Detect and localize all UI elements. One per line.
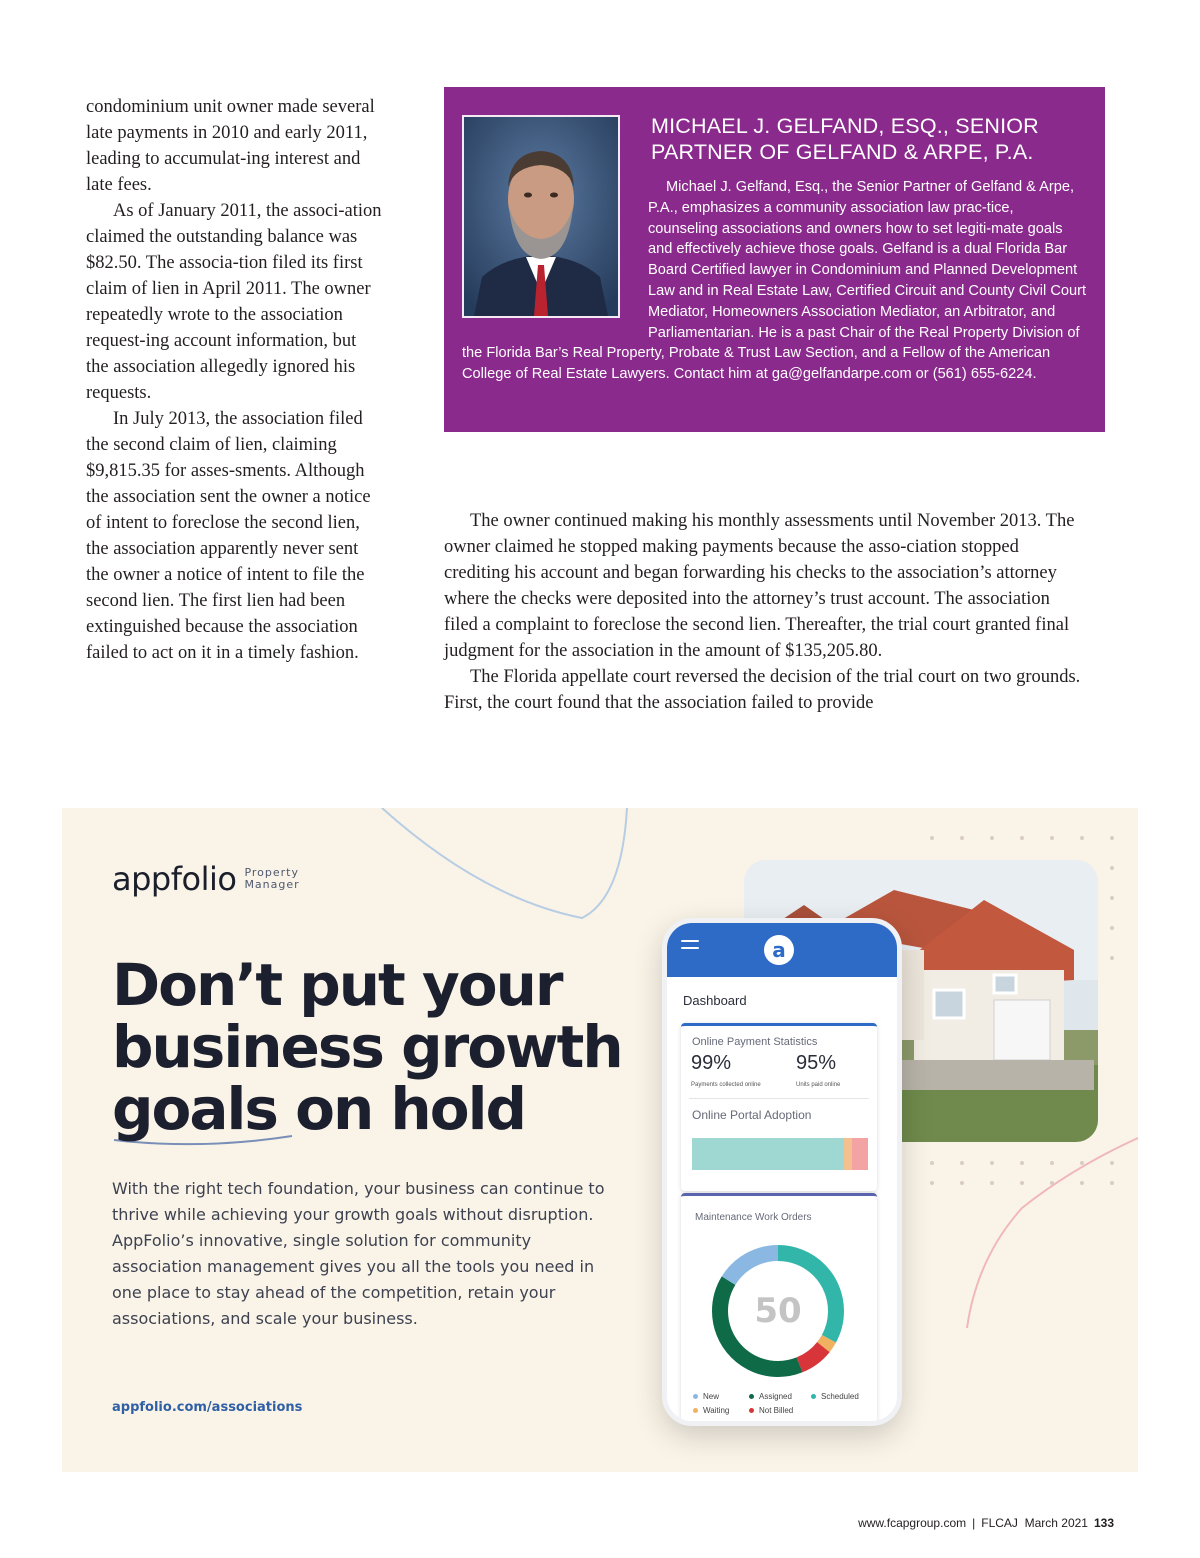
page-number: 133 [1093, 1516, 1114, 1530]
stat-units-caption: Units paid online [796, 1082, 841, 1088]
hamburger-menu-icon[interactable] [681, 940, 699, 952]
brand-subtitle-line: Manager [244, 878, 300, 891]
article-right-column [444, 508, 1084, 716]
author-name-line: PARTNER OF GELFAND & ARPE, P.A. [651, 140, 1034, 164]
article-paragraph: condominium unit owner made several late payments in 2010 and early 2011, leading to accumulat-ing interest and late fees. [86, 97, 375, 195]
legend-label: Scheduled [821, 1392, 859, 1401]
legend-item [749, 1392, 792, 1401]
ad-body-copy: With the right tech foundation, your business can continue to thrive while achieving your growth goals without disruption. AppFolio’s innovative, single solution for community association management gives you all the tools you need in one place to stay ahead of the competition, retain your associations, and scale your business. [112, 1179, 605, 1328]
stat-units-online: 95% [796, 1052, 837, 1074]
portal-adoption-bar [692, 1138, 868, 1170]
photo-spacer [462, 177, 648, 340]
app-header [667, 923, 897, 977]
headline-line: business growth [112, 1013, 622, 1081]
article-paragraph: The Florida appellate court reversed the decision of the trial court on two grounds. First, the court found that the association failed to provide [444, 667, 1081, 713]
article-paragraph: In July 2013, the association filed the second claim of lien, claiming $9,815.35 for asses-sments. Although the association sent the owner a notice of intent to foreclose the second lien, the association apparently never sent the owner a notice of intent to file the second lien. The first lien had been extinguished because the association failed to act on it in a timely fashion. [86, 409, 371, 663]
legend-label: New [703, 1392, 720, 1401]
stat-payments-caption: Payments collected online [691, 1082, 761, 1088]
adoption-bar-segment [852, 1138, 868, 1170]
work-orders-label: Maintenance Work Orders [695, 1212, 812, 1223]
payment-stats-card [681, 1023, 877, 1191]
author-bio-body: Michael J. Gelfand, Esq., the Senior Partner of Gelfand & Arpe, P.A., emphasizes a community association law prac-tice, counseling associations and owners how to set legiti-mate goals and effectively achieve those goals. Gelfand is a dual Florida Bar Board Certified lawyer in Condominium and Planned Development Law and in Real Estate Law, Certified Circuit and County Civil Court Mediator, Homeowners Association Mediator, an Arbitrator, and Parliamentarian. He is a past Chair of the Real Property Division of the Florida Bar’s Real Property, Probate & Trust Law Section, and a Fellow of the American College of Real Estate Lawyers. Contact him at ga@gelfandarpe.com or (561) 655-6224. [462, 179, 1087, 383]
brand-wordmark: appfolio [112, 860, 237, 898]
appfolio-app-icon: a [764, 935, 794, 965]
legend-item [811, 1392, 859, 1401]
dashboard-title: Dashboard [683, 993, 747, 1008]
work-orders-count: 50 [754, 1291, 802, 1331]
adoption-bar-segment [844, 1138, 852, 1170]
legend-item [693, 1406, 729, 1415]
brand-subtitle-line: Property [244, 866, 299, 879]
article-paragraph: As of January 2011, the associ-ation claimed the outstanding balance was $82.50. The associa-tion filed its first claim of lien in April 2011. The owner repeatedly wrote to the association request-ing account information, but the association allegedly ignored his requests. [86, 201, 382, 403]
author-bio-text [462, 177, 1087, 385]
headline-line: goals on hold [112, 1075, 525, 1143]
work-orders-card [681, 1193, 877, 1423]
ad-headline [112, 951, 632, 1143]
ad-url-link[interactable]: appfolio.com/associations [112, 1400, 303, 1415]
legend-item [693, 1392, 719, 1401]
article-paragraph: The owner continued making his monthly assessments until November 2013. The owner claimed he stopped making payments because the asso-ciation stopped crediting his account and began forwarding his checks to the association’s attorney where the checks were deposited into the attorney’s trust account. The association filed a complaint to foreclose the second lien. Thereafter, the trial court granted final judgment for the association in the amount of $135,205.80. [444, 511, 1075, 661]
phone-mockup [662, 918, 902, 1426]
legend-label: Waiting [703, 1406, 730, 1415]
appfolio-logo [112, 860, 300, 898]
legend-label: Not Billed [759, 1406, 794, 1415]
author-name-heading [651, 113, 1091, 165]
headline-line: Don’t put your [112, 951, 562, 1019]
footer-site: www.fcapgroup.com [858, 1516, 967, 1530]
legend-label: Assigned [759, 1392, 792, 1401]
footer-issue: March 2021 [1024, 1516, 1088, 1530]
legend-item [749, 1406, 793, 1415]
card-divider [689, 1098, 869, 1099]
appfolio-advertisement[interactable] [62, 808, 1138, 1472]
author-name-line: MICHAEL J. GELFAND, ESQ., SENIOR [651, 114, 1039, 138]
work-orders-donut [703, 1236, 853, 1386]
payment-stats-label: Online Payment Statistics [692, 1036, 818, 1048]
stat-payments-online: 99% [691, 1052, 732, 1074]
author-bio-box [444, 87, 1105, 432]
page-footer: www.fcapgroup.com | FLCAJ March 2021 133 [858, 1516, 1114, 1530]
article-left-column [86, 94, 382, 666]
portal-adoption-label: Online Portal Adoption [692, 1108, 812, 1122]
footer-publication: FLCAJ [981, 1516, 1018, 1530]
brand-subtitle [244, 867, 299, 891]
